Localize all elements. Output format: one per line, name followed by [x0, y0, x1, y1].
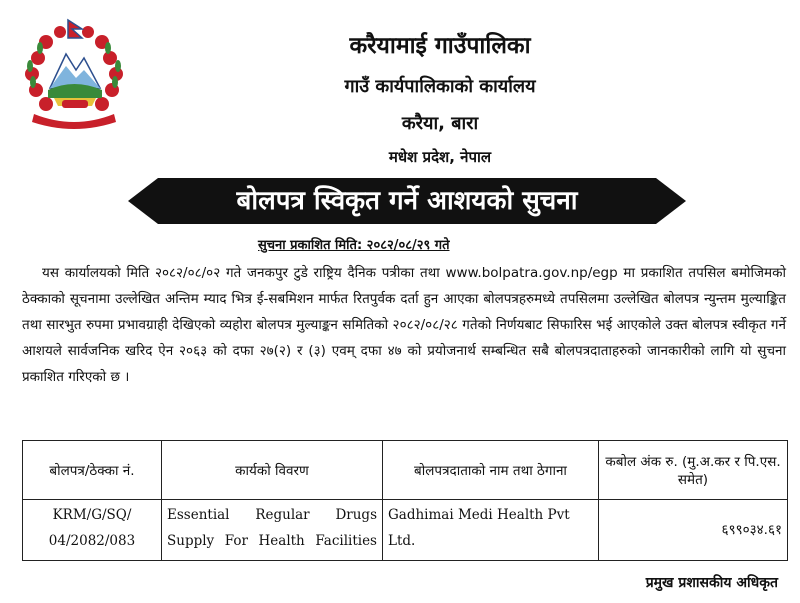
notice-title: बोलपत्र स्विकृत गर्ने आशयको सुचना [236, 186, 578, 216]
description-cell: Essential Regular Drugs Supply For Health Facilities [162, 500, 383, 561]
col-header-contract-no: बोलपत्र/ठेक्का नं. [23, 441, 162, 500]
office-place: करैया, बारा [401, 113, 479, 134]
bid-table [22, 440, 788, 561]
col-header-bidder: बोलपत्रदाताको नाम तथा ठेगाना [383, 441, 599, 500]
table-row [23, 500, 788, 561]
signer-title: प्रमुख प्रशासकीय अधिकृत [645, 575, 778, 591]
publication-date: सुचना प्रकाशित मिति: २०८२/०८/२९ गते [258, 238, 450, 253]
org-name: करैयामाई गाउँपालिका [349, 33, 531, 59]
amount-cell: ६९९०३४.६१ [599, 500, 788, 561]
notice-body: यस कार्यालयको मिति २०८२/०८/०२ गते जनकपुर टुडे राष्ट्रिय दैनिक पत्रीका तथा www.bolpatra.gov.np/egp मा प्रकाशित तपसिल बमोजिमको ठेक्काको सूचनामा उल्लेखित अन्तिम म्याद भित्र ई-सबमिशन मार्फत रितपुर्वक दर्ता हुन आएका बोलपत्रहरुमध्ये तपसिलमा उल्लेखित बोलपत्र न्युन्तम मुल्याङ्कित तथा सारभुत रुपमा प्रभावग्राही देखिएको व्यहोरा बोलपत्र मुल्याङ्कन समितिको २०८२/०८/२८ गतेको निर्णयबाट सिफारिस भई आएकोले उक्त बोलपत्र स्वीकृत गर्ने आशयले सार्वजनिक खरिद ऐन २०६३ को दफा २७(२) र (३) एवम् दफा ४७ को प्रयोजनार्थ सम्बन्धित सबै बोलपत्रदाताहरुको जानकारीको लागि यो सुचना प्रकाशित गरिएको छ । [22, 265, 786, 385]
table-header-row [23, 441, 788, 500]
col-header-description: कार्यको विवरण [162, 441, 383, 500]
bidder-cell: Gadhimai Medi Health Pvt Ltd. [383, 500, 599, 561]
col-header-amount: कबोल अंक रु. (मु.अ.कर र पि.एस. समेत) [599, 441, 788, 500]
office-province: मधेश प्रदेश, नेपाल [388, 148, 492, 166]
notice-title-banner [128, 178, 686, 224]
office-name: गाउँ कार्यपालिकाको कार्यालय [344, 76, 536, 97]
contract-no-cell: KRM/G/SQ/ 04/2082/083 [23, 500, 162, 561]
